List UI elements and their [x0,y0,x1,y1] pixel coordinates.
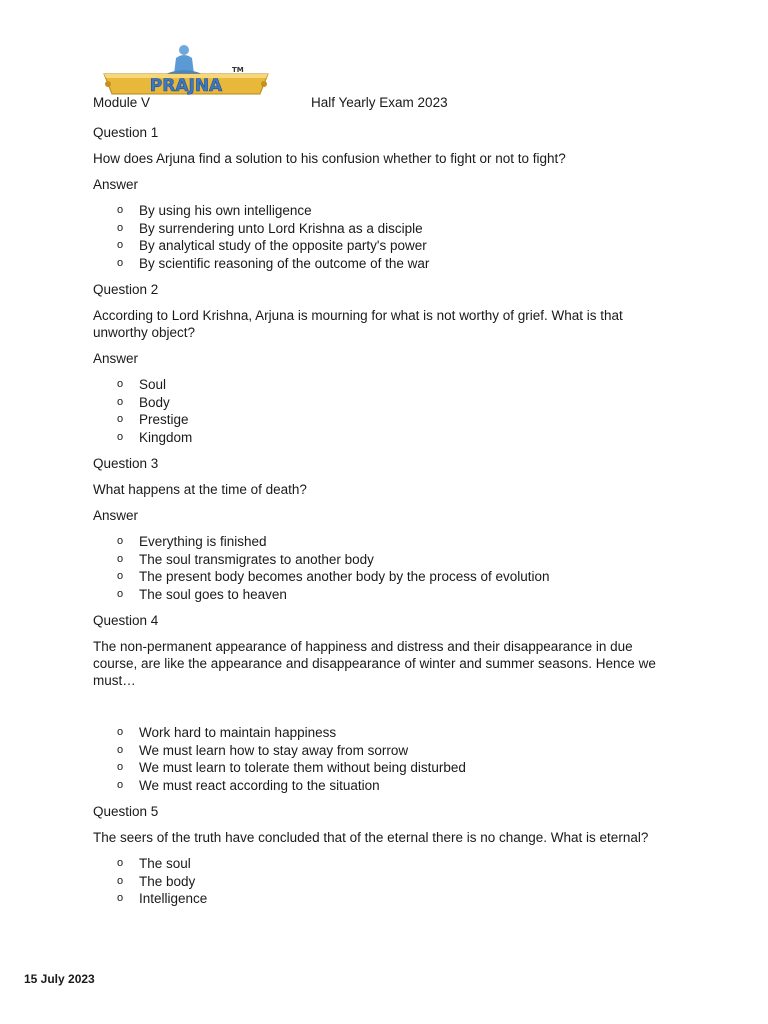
module-label: Module V [93,95,151,110]
answer-option: o The soul transmigrates to another body [139,551,673,569]
answer-options [93,376,673,446]
answer-option: o We must learn how to stay away from sorrow [139,742,673,760]
footer-date: 15 July 2023 [24,972,95,986]
answer-label: Answer [93,351,139,366]
exam-title: Half Yearly Exam 2023 [311,95,448,110]
logo-graphic [100,44,272,100]
question-block [93,124,673,272]
question-label: Question 4 [93,613,159,628]
question-text: The seers of the truth have concluded that of the eternal there is no change. What is eternal? [93,830,649,845]
question-block [93,455,673,603]
prajna-logo [100,44,272,100]
answer-option: o Intelligence [139,890,673,908]
question-block [93,803,673,908]
logo-trademark: TM [232,66,244,74]
answer-option: o Kingdom [139,429,673,447]
answer-label: Answer [93,508,139,523]
answer-option: o Work hard to maintain happiness [139,724,673,742]
answer-options [93,724,673,794]
answer-option: o Prestige [139,411,673,429]
answer-option: o Soul [139,376,673,394]
question-text: How does Arjuna find a solution to his confusion whether to fight or not to fight? [93,151,566,166]
answer-option: o By scientific reasoning of the outcome of the war [139,255,673,273]
question-block [93,281,673,446]
answer-options [93,533,673,603]
answer-option: o By analytical study of the opposite party's power [139,237,673,255]
logo-wordmark: PRAJNA [149,76,223,96]
answer-option: o Everything is finished [139,533,673,551]
answer-label: Answer [93,177,139,192]
answer-option: o We must learn to tolerate them without being disturbed [139,759,673,777]
question-label: Question 2 [93,282,159,297]
answer-option: o Body [139,394,673,412]
answer-option: o By surrendering unto Lord Krishna as a disciple [139,220,673,238]
question-block [93,612,673,794]
answer-options [93,202,673,272]
answer-option: o We must react according to the situation [139,777,673,795]
question-list [93,124,673,917]
question-label: Question 5 [93,804,159,819]
question-label: Question 1 [93,125,159,140]
document-header [93,95,448,110]
answer-option: o By using his own intelligence [139,202,673,220]
spacer [93,698,673,724]
answer-option: o The present body becomes another body by the process of evolution [139,568,673,586]
answer-option: o The soul goes to heaven [139,586,673,604]
question-text: The non-permanent appearance of happiness and distress and their disappearance in due course, are like the appearance and disappearance of winter and summer seasons. Hence we must… [93,639,656,688]
question-text: According to Lord Krishna, Arjuna is mourning for what is not worthy of grief. What is that unworthy object? [93,308,623,340]
question-label: Question 3 [93,456,159,471]
answer-option: o The soul [139,855,673,873]
answer-option: o The body [139,873,673,891]
answer-options [93,855,673,908]
question-text: What happens at the time of death? [93,482,307,497]
